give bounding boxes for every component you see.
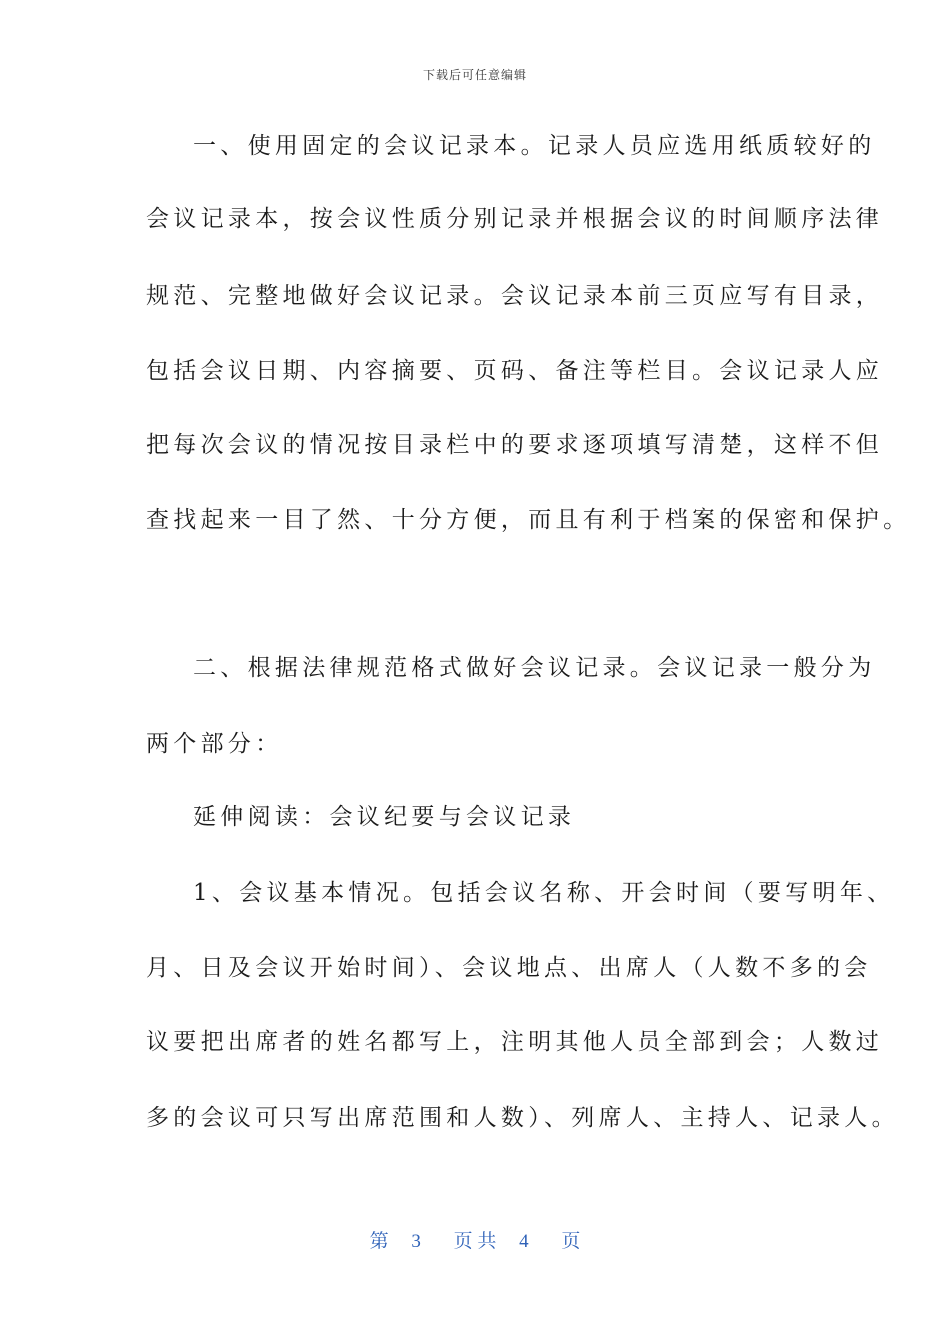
paragraph-3-line-2: 月、日及会议开始时间）、会议地点、出席人（人数不多的会 <box>146 955 872 981</box>
current-page-number: 3 <box>411 1231 421 1252</box>
paragraph-3-line-4: 多的会议可只写出席范围和人数）、列席人、主持人、记录人。 <box>146 1105 899 1131</box>
header-note: 下载后可任意编辑 <box>422 68 527 82</box>
further-reading-link[interactable]: 延伸阅读：会议纪要与会议记录 <box>193 804 576 830</box>
footer-suffix: 页 <box>561 1231 581 1252</box>
paragraph-1-line-4: 包括会议日期、内容摘要、页码、备注等栏目。会议记录人应 <box>146 358 884 384</box>
paragraph-1-line-3: 规范、完整地做好会议记录。会议记录本前三页应写有目录， <box>146 283 884 309</box>
page-footer <box>0 1226 950 1253</box>
paragraph-3-line-1: 1、会议基本情况。包括会议名称、开会时间（要写明年、 <box>193 880 895 906</box>
paragraph-3-line-3: 议要把出席者的姓名都写上，注明其他人员全部到会；人数过 <box>146 1029 884 1055</box>
footer-middle: 页 共 <box>453 1231 497 1252</box>
footer-prefix: 第 <box>369 1231 389 1252</box>
paragraph-1-line-6: 查找起来一目了然、十分方便，而且有利于档案的保密和保护。 <box>146 507 911 533</box>
paragraph-2-line-2: 两个部分： <box>146 731 283 757</box>
paragraph-1-line-5: 把每次会议的情况按目录栏中的要求逐项填写清楚，这样不但 <box>146 432 884 458</box>
paragraph-1-line-2: 会议记录本，按会议性质分别记录并根据会议的时间顺序法律 <box>146 206 884 232</box>
paragraph-1-line-1: 一、使用固定的会议记录本。记录人员应选用纸质较好的 <box>193 133 876 159</box>
paragraph-2-line-1: 二、根据法律规范格式做好会议记录。会议记录一般分为 <box>193 655 876 681</box>
total-pages-number: 4 <box>519 1231 529 1252</box>
